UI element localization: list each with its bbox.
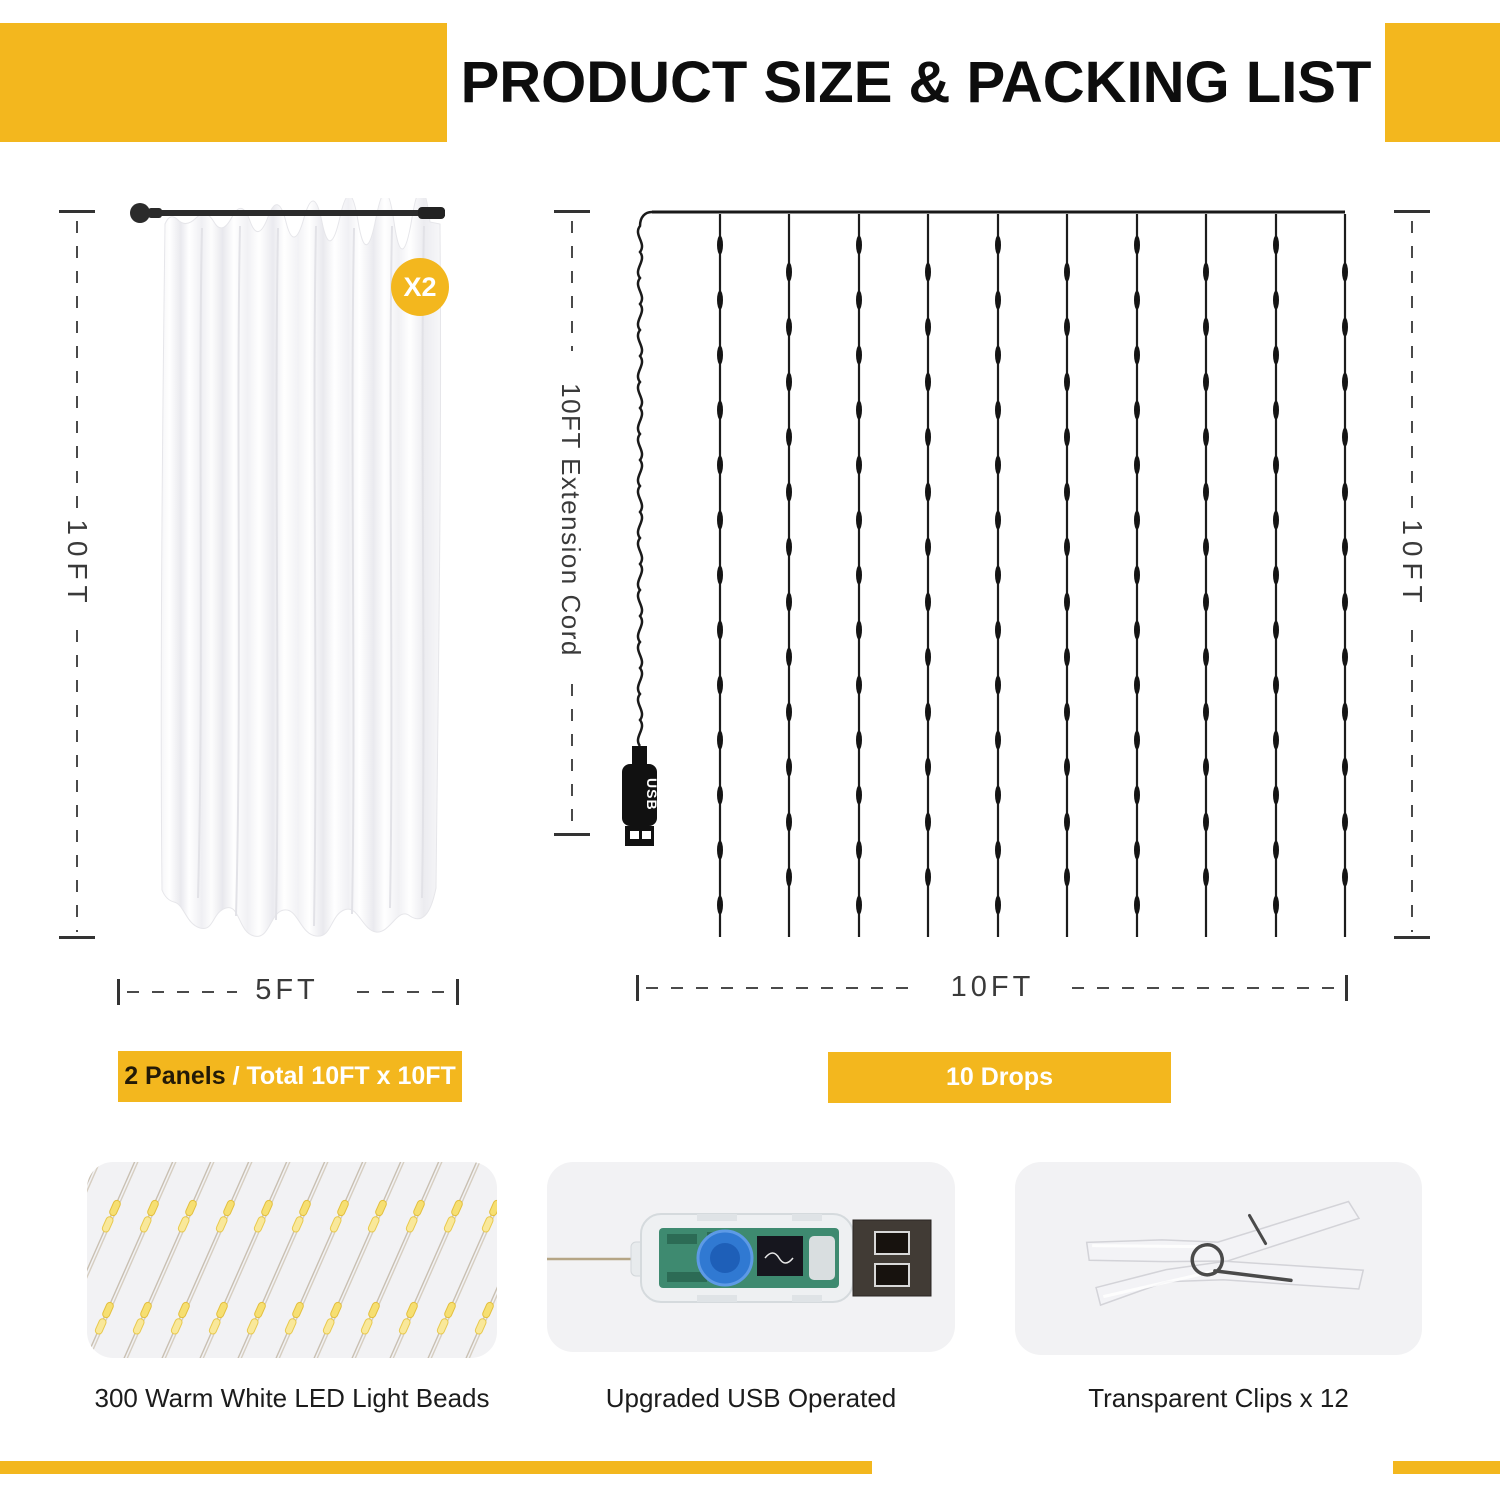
curtain-fabric: [161, 198, 440, 936]
lights-height-tick-top: [1394, 210, 1430, 213]
lights-height-tick-bottom: [1394, 936, 1430, 939]
extension-dim-tick-bottom: [554, 833, 590, 836]
led-beads-image: [87, 1162, 497, 1358]
footer-accent-left: [0, 1461, 872, 1474]
curtain-height-dash-bottom: [76, 630, 78, 932]
caption-usb-operated: Upgraded USB Operated: [605, 1382, 897, 1413]
extension-cord-label: 10FT Extension Cord: [556, 383, 586, 657]
curtain-width-tick-left: [117, 979, 120, 1005]
curtain-banner-total: / Total 10FT x 10FT: [232, 1062, 456, 1090]
extension-dim-tick-top: [554, 210, 590, 213]
usb-plug-icon: [622, 746, 660, 846]
lights-width-dash-left: [646, 987, 914, 989]
usb-plug-label: USB: [644, 778, 660, 811]
usb-controller-image: [547, 1162, 955, 1352]
extension-dim-dash-bottom: [571, 684, 573, 830]
curtain-width-label: 5FT: [255, 974, 319, 1006]
curtain-height-label: 10FT: [62, 519, 93, 609]
quantity-badge: X2: [391, 258, 449, 316]
extension-dim-dash-top: [571, 221, 573, 351]
curtain-width-dash-right: [357, 991, 455, 993]
curtain-height-tick-top: [59, 210, 95, 213]
curtain-banner-panels: 2 Panels: [124, 1062, 233, 1090]
lights-height-label: 10FT: [1397, 519, 1428, 609]
packing-card-led-beads: [87, 1162, 497, 1358]
lights-width-label: 10FT: [950, 971, 1035, 1003]
packing-card-clips: [1015, 1162, 1422, 1355]
curtain-banner: [118, 1051, 462, 1102]
packing-card-usb-controller: [547, 1162, 955, 1352]
curtain-width-tick-right: [456, 979, 459, 1005]
caption-led-beads: 300 Warm White LED Light Beads: [94, 1382, 490, 1413]
lights-height-dash-bottom: [1411, 630, 1413, 932]
lights-width-tick-left: [636, 975, 639, 1001]
light-curtain-diagram: [600, 200, 1500, 960]
header-accent-right: [1385, 23, 1500, 142]
drops-banner: 10 Drops: [828, 1052, 1171, 1103]
lights-width-dash-right: [1072, 987, 1344, 989]
footer-accent-right: [1393, 1461, 1500, 1474]
light-strands: [717, 214, 1348, 937]
curtain-width-dash-left: [127, 991, 237, 993]
led-strings: [87, 1162, 497, 1358]
curtain-height-tick-bottom: [59, 936, 95, 939]
clothespin-clip: [1086, 1200, 1369, 1325]
usb-metal-connector: [853, 1220, 931, 1296]
lights-width-tick-right: [1345, 975, 1348, 1001]
transparent-clip-image: [1015, 1162, 1422, 1355]
lights-height-dash-top: [1411, 221, 1413, 511]
header-accent-left: [0, 23, 447, 142]
curtain-height-dash-top: [76, 221, 78, 511]
page-title: PRODUCT SIZE & PACKING LIST: [460, 50, 1372, 115]
extension-cord-wire: [638, 212, 652, 746]
caption-clips: Transparent Clips x 12: [1088, 1382, 1349, 1413]
